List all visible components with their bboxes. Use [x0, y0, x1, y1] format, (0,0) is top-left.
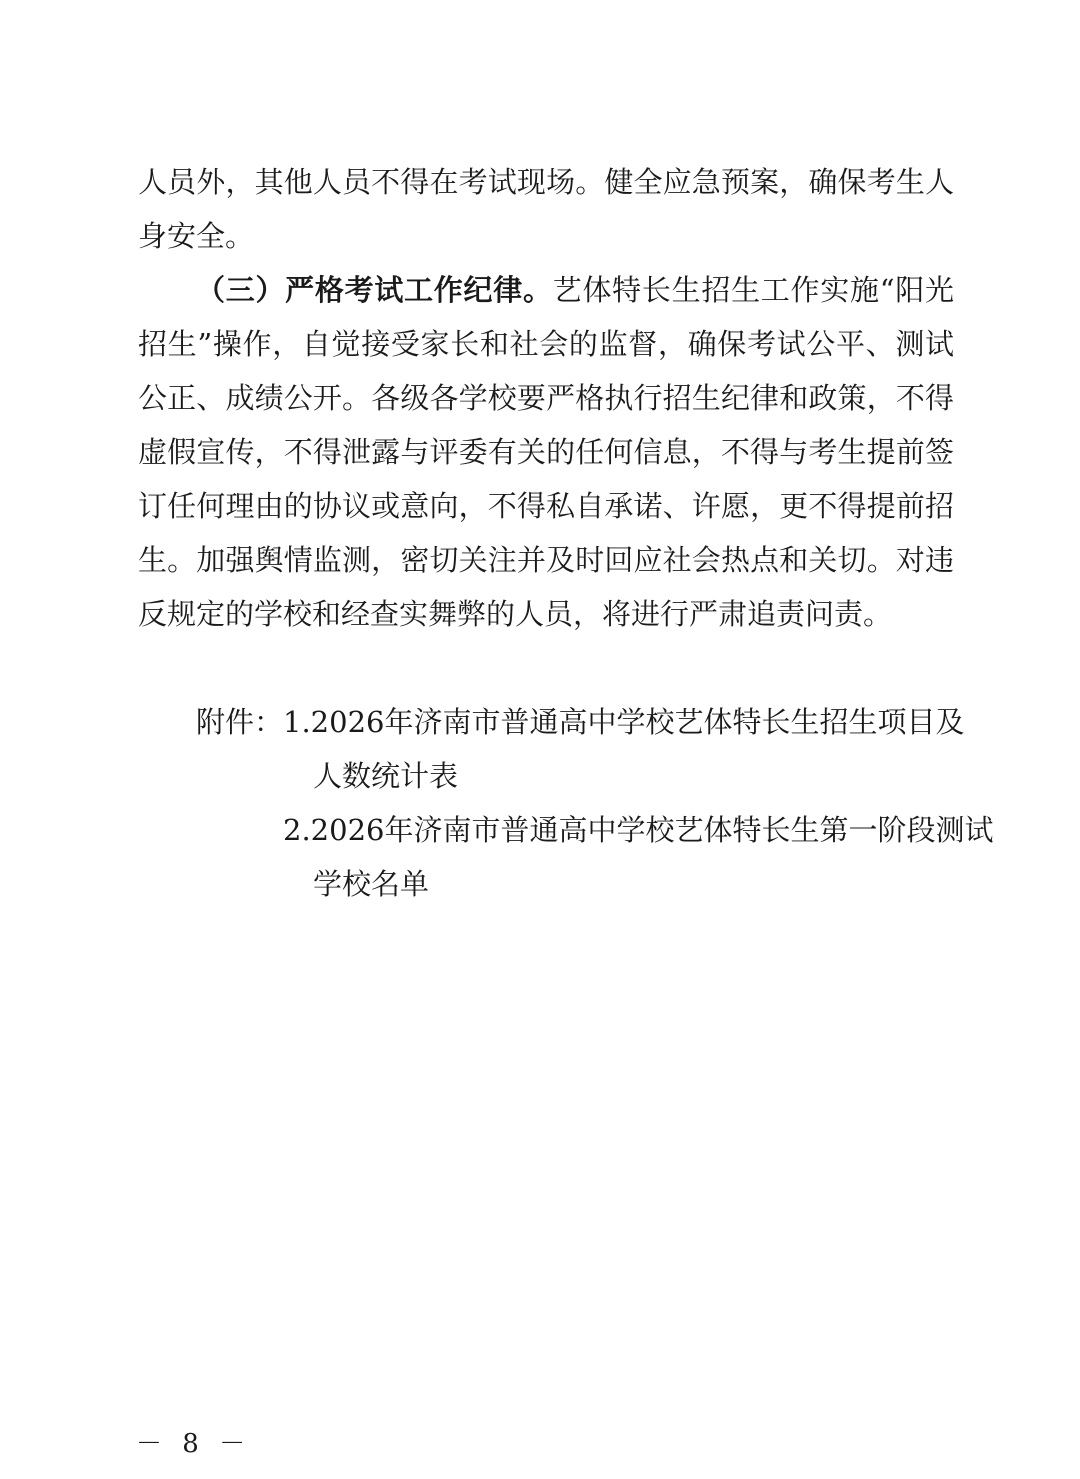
paragraph-line: 反规定的学校和经查实舞弊的人员，将进行严肃追责问责。 [138, 597, 893, 631]
paragraph-line: 订任何理由的协议或意向，不得私自承诺、许愿，更不得提前招 [138, 489, 954, 523]
paragraph-line: 人员外，其他人员不得在考试现场。健全应急预案，确保考生人 [138, 165, 954, 199]
attachments-label: 附件： [196, 705, 284, 739]
paragraph-line: 公正、成绩公开。各级各学校要严格执行招生纪律和政策，不得 [138, 381, 954, 415]
attachment-item: 2.2026年济南市普通高中学校艺体特长生第一阶段测试 [283, 813, 994, 847]
paragraph-line: 生。加强舆情监测，密切关注并及时回应社会热点和关切。对违 [138, 543, 954, 577]
paragraph-line: 身安全。 [138, 219, 255, 253]
section-heading-line [196, 270, 954, 310]
section-heading: （三）严格考试工作纪律。 [196, 273, 553, 307]
attachment-item-continued: 学校名单 [313, 867, 430, 901]
page-number: － 8 － [136, 1429, 252, 1459]
attachment-item-continued: 人数统计表 [313, 759, 459, 793]
paragraph-line: 招生”操作，自觉接受家长和社会的监督，确保考试公平、测试 [138, 327, 954, 361]
paragraph-line: 虚假宣传，不得泄露与评委有关的任何信息，不得与考生提前签 [138, 435, 954, 469]
attachment-item: 1.2026年济南市普通高中学校艺体特长生招生项目及 [283, 705, 965, 739]
paragraph-text: 艺体特长生招生工作实施“阳光 [552, 273, 954, 307]
